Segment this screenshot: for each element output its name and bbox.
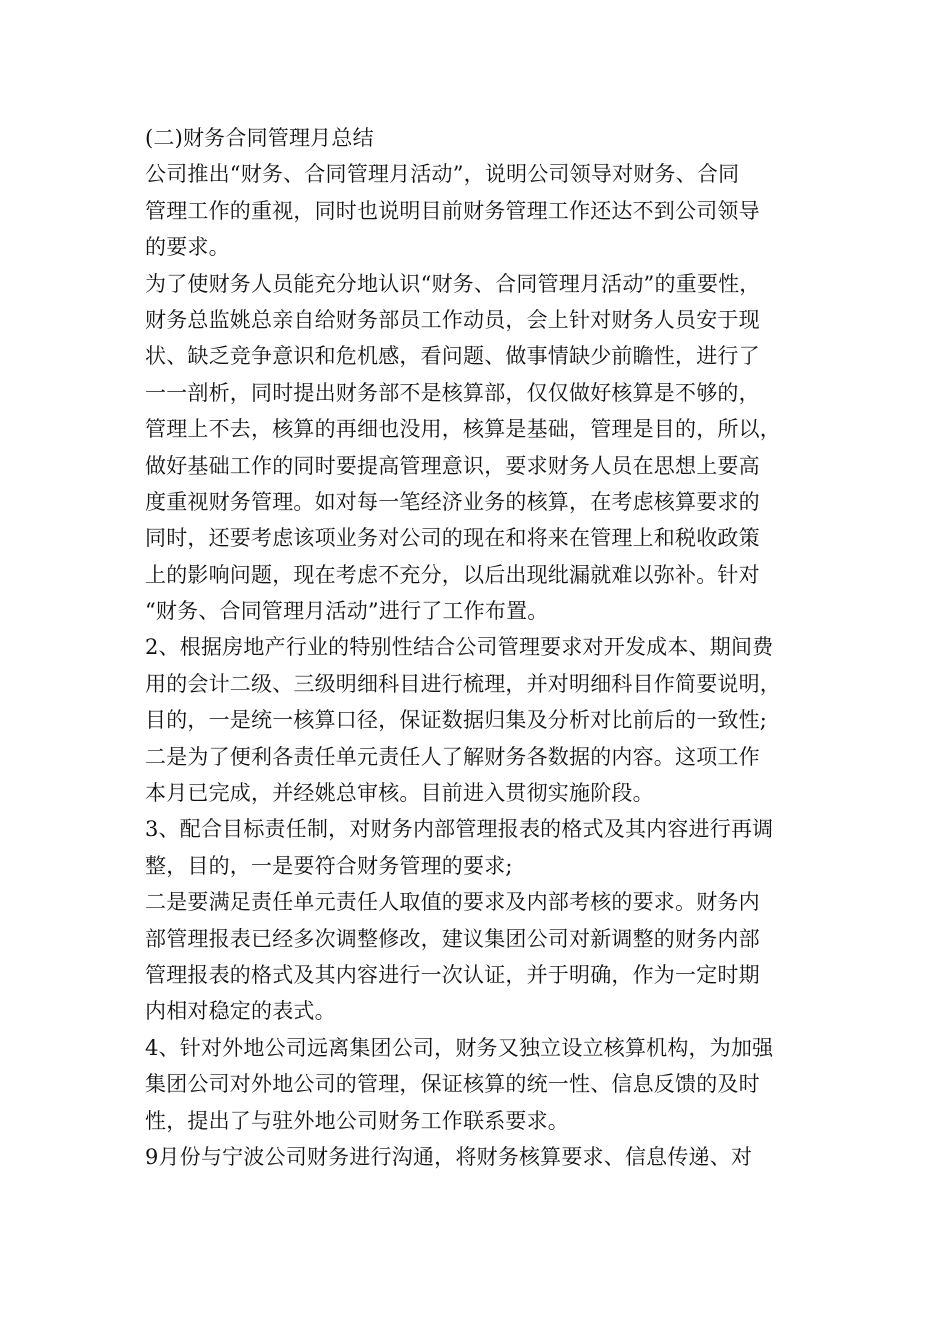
text-line: 性，提出了与驻外地公司财务工作联系要求。 [145, 1108, 569, 1133]
text-line: 管理报表的格式及其内容进行一次认证，并于明确，作为一定时期 [145, 962, 760, 987]
text-line: 3、配合目标责任制，对财务内部管理报表的格式及其内容进行再调 [145, 817, 774, 842]
text-line: 为了使财务人员能充分地认识“财务、合同管理月活动”的重要性， [145, 271, 761, 296]
text-line: 本月已完成，并经姚总审核。目前进入贯彻实施阶段。 [145, 781, 654, 806]
text-line: 2、根据房地产行业的特别性结合公司管理要求对开发成本、期间费 [145, 635, 774, 660]
text-line: 同时，还要考虑该项业务对公司的现在和将来在管理上和税收政策 [145, 526, 760, 551]
section-heading: (二)财务合同管理月总结 [145, 126, 374, 150]
text-line: 公司推出“财务、合同管理月活动”，说明公司领导对财务、合同 [145, 162, 740, 187]
text-line: 用的会计二级、三级明细科目进行梳理，并对明细科目作简要说明， [145, 671, 781, 696]
text-line: “财务、合同管理月活动”进行了工作布置。 [145, 599, 549, 624]
text-line: 集团公司对外地公司的管理，保证核算的统一性、信息反馈的及时 [145, 1072, 760, 1097]
text-line: 做好基础工作的同时要提高管理意识，要求财务人员在思想上要高 [145, 453, 760, 478]
text-line: 财务总监姚总亲自给财务部员工作动员，会上针对财务人员安于现 [145, 307, 760, 332]
text-line: 的要求。 [145, 235, 230, 260]
text-line: 状、缺乏竞争意识和危机感，看问题、做事情缺少前瞻性，进行了 [145, 344, 760, 369]
text-line: 一一剖析，同时提出财务部不是核算部，仅仅做好核算是不够的， [145, 380, 760, 405]
text-line: 二是为了便利各责任单元责任人了解财务各数据的内容。这项工作 [145, 744, 760, 769]
text-line: 目的，一是统一核算口径，保证数据归集及分析对比前后的一致性; [145, 708, 768, 733]
text-line: 二是要满足责任单元责任人取值的要求及内部考核的要求。财务内 [145, 890, 760, 915]
text-line: 管理上不去，核算的再细也没用，核算是基础，管理是目的，所以， [145, 417, 781, 442]
text-line: 4、针对外地公司远离集团公司，财务又独立设立核算机构，为加强 [145, 1035, 774, 1060]
text-line: 上的影响问题，现在考虑不充分，以后出现纰漏就难以弥补。针对 [145, 562, 760, 587]
text-line: 内相对稳定的表式。 [145, 999, 336, 1024]
document-body [145, 120, 815, 1175]
text-line: 整，目的，一是要符合财务管理的要求; [145, 853, 513, 878]
text-line: 部管理报表已经多次调整修改，建议集团公司对新调整的财务内部 [145, 926, 760, 951]
text-line: 度重视财务管理。如对每一笔经济业务的核算，在考虑核算要求的 [145, 489, 760, 514]
text-line: 9月份与宁波公司财务进行沟通，将财务核算要求、信息传递、对 [145, 1144, 753, 1169]
text-line: 管理工作的重视，同时也说明目前财务管理工作还达不到公司领导 [145, 198, 760, 223]
